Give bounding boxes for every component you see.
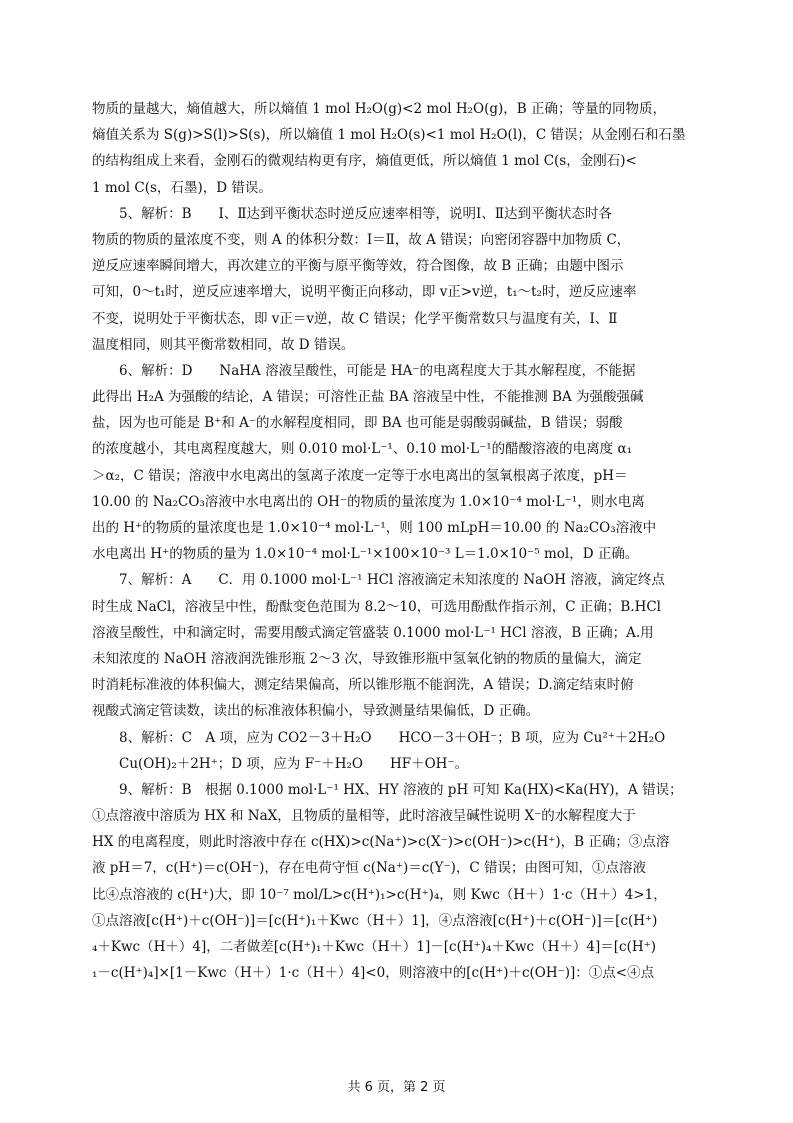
text-line: 10.00 的 Na₂CO₃溶液中水电离出的 OH⁻的物质的量浓度为 1.0×10⁻⁴ mol·L⁻¹，则水电离 bbox=[92, 493, 645, 510]
page-footer: 共 6 页，第 2 页 bbox=[347, 1080, 446, 1095]
text-line: 的结构组成上来看，金刚石的微观结构更有序，熵值更低，所以熵值 1 mol C(s，金刚石)< bbox=[92, 153, 637, 170]
text-line: 溶液呈酸性，中和滴定时，需要用酸式滴定管盛装 0.1000 mol·L⁻¹ HCl 溶液，B 正确；A.用 bbox=[92, 624, 654, 641]
text-line: 时消耗标准液的体积偏大，测定结果偏高，所以锥形瓶不能润洗，A 错误；D.滴定结束时俯 bbox=[92, 677, 634, 694]
text-line: 出的 H⁺的物质的量浓度也是 1.0×10⁻⁴ mol·L⁻¹，则 100 mLpH＝10.00 的 Na₂CO₃溶液中 bbox=[92, 520, 657, 536]
text-line: 盐，因为也可能是 B⁺和 A⁻的水解程度相同，即 BA 也可能是弱酸弱碱盐，B 错误；弱酸 bbox=[92, 415, 623, 432]
text-line: 视酸式滴定管读数，读出的标准液体积偏小，导致测量结果偏低，D 正确。 bbox=[92, 703, 540, 720]
text-line: 5、解析：B Ⅰ、Ⅱ达到平衡状态时逆反应速率相等，说明Ⅰ、Ⅱ达到平衡状态时各 bbox=[119, 205, 613, 222]
text-line: ①点溶液中溶质为 HX 和 NaX，且物质的量相等，此时溶液呈碱性说明 X⁻的水解程度大于 bbox=[92, 808, 636, 825]
text-line: 7、解析：A C．用 0.1000 mol·L⁻¹ HCl 溶液滴定未知浓度的 NaOH 溶液，滴定终点 bbox=[119, 572, 665, 589]
text-line: ①点溶液[c(H⁺)＋c(OH⁻)]＝[c(H⁺)₁＋Kwc（H＋）1]，④点溶液[c(H⁺)＋c(OH⁻)]＝[c(H⁺) bbox=[92, 912, 658, 929]
text-line: 物质的物质的量浓度不变，则 A 的体积分数：Ⅰ＝Ⅱ，故 A 错误；向密闭容器中加物质 C， bbox=[92, 231, 631, 248]
text-line: 不变，说明处于平衡状态，即 v正＝v逆，故 C 错误；化学平衡常数只与温度有关，Ⅰ、Ⅱ bbox=[92, 310, 618, 327]
text-line: 水电离出 H⁺的物质的量为 1.0×10⁻⁴ mol·L⁻¹×100×10⁻³ L＝1.0×10⁻⁵ mol，D 正确。 bbox=[92, 546, 639, 563]
text-line: 未知浓度的 NaOH 溶液润洗锥形瓶 2～3 次，导致锥形瓶中氢氧化钠的物质的量偏大，滴定 bbox=[92, 650, 642, 667]
text-line: Cu(OH)₂＋2H⁺；D 项，应为 F⁻＋H₂O HF＋OH⁻。 bbox=[119, 755, 469, 772]
text-line: 物质的量越大，熵值越大，所以熵值 1 mol H₂O(g)<2 mol H₂O(g)，B 正确；等量的同物质， bbox=[92, 101, 667, 117]
text-line: ₁－c(H⁺)₄]×[1－Kwc（H＋）1·c（H＋）4]<0，则溶液中的[c(H⁺)＋c(OH⁻)]：①点<④点 bbox=[92, 965, 655, 982]
text-line: 此得出 H₂A 为强酸的结论，A 错误；可溶性正盐 BA 溶液呈中性，不能推测 BA 为强酸强碱 bbox=[92, 389, 644, 406]
text-line: 温度相同，则其平衡常数相同，故 D 错误。 bbox=[92, 336, 355, 353]
text-line: 液 pH＝7，c(H⁺)＝c(OH⁻)，存在电荷守恒 c(Na⁺)＝c(Y⁻)，C 错误；由图可知，①点溶液 bbox=[92, 860, 646, 877]
text-line: 6、解析：D NaHA 溶液呈酸性，可能是 HA⁻的电离程度大于其水解程度，不能据 bbox=[119, 362, 636, 379]
text-line: 1 mol C(s，石墨)，D 错误。 bbox=[92, 179, 272, 196]
text-line: HX 的电离程度，则此时溶液中存在 c(HX)>c(Na⁺)>c(X⁻)>c(OH⁻)>c(H⁺)，B 正确；③点溶 bbox=[92, 834, 670, 851]
text-line: ₄＋Kwc（H＋）4]，二者做差[c(H⁺)₁＋Kwc（H＋）1]－[c(H⁺)₄＋Kwc（H＋）4]＝[c(H⁺) bbox=[92, 939, 657, 955]
answer-text-body bbox=[92, 96, 709, 986]
text-line: 熵值关系为 S(g)>S(l)>S(s)，所以熵值 1 mol H₂O(s)<1 mol H₂O(l)，C 错误；从金刚石和石墨 bbox=[92, 127, 686, 144]
text-line: 8、解析：C A 项，应为 CO2－3＋H₂O HCO－3＋OH⁻；B 项，应为 Cu²⁺＋2H₂O bbox=[119, 729, 666, 746]
text-line: 可知，0～t₁时，逆反应速率增大，说明平衡正向移动，即 v正>v逆，t₁～t₂时，逆反应速率 bbox=[92, 284, 637, 301]
text-line: ＞α₂，C 错误；溶液中水电离出的氢离子浓度一定等于水电离出的氢氧根离子浓度，pH＝ bbox=[92, 467, 628, 484]
text-line: 时生成 NaCl，溶液呈中性，酚酞变色范围为 8.2～10，可选用酚酞作指示剂，C 正确；B.HCl bbox=[92, 598, 661, 615]
text-line: 的浓度越小，其电离程度越大，则 0.010 mol·L⁻¹、0.10 mol·L⁻¹的醋酸溶液的电离度 α₁ bbox=[92, 441, 632, 458]
text-line: 逆反应速率瞬间增大，再次建立的平衡与原平衡等效，符合图像，故 B 正确；由题中图示 bbox=[92, 258, 624, 275]
text-line: 比④点溶液的 c(H⁺)大，即 10⁻⁷ mol/L>c(H⁺)₁>c(H⁺)₄，则 Kwc（H＋）1·c（H＋）4>1， bbox=[92, 886, 667, 903]
text-line: 9、解析：B 根据 0.1000 mol·L⁻¹ HX、HY 溶液的 pH 可知 Ka(HX)<Ka(HY)，A 错误； bbox=[119, 781, 683, 798]
